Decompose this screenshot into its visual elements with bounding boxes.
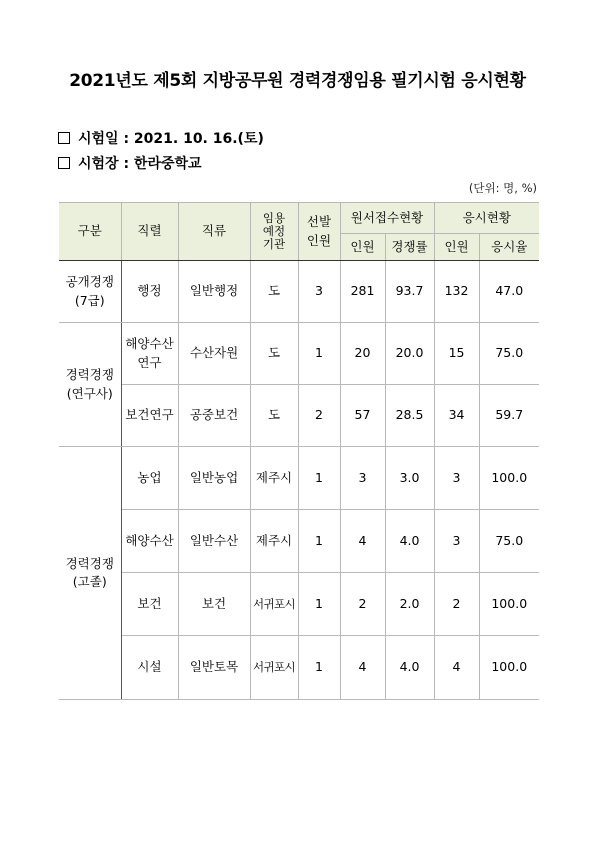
checkbox-square-icon <box>58 157 70 169</box>
cell-applicants: 3 <box>340 447 385 510</box>
cell-series: 보건연구 <box>121 385 178 447</box>
header-category: 구분 <box>59 203 121 261</box>
table-row <box>59 510 539 573</box>
cell-series-line1: 해양수산 <box>125 336 174 352</box>
cell-class: 수산자원 <box>178 323 250 385</box>
cell-agency: 제주시 <box>250 510 298 573</box>
header-quota-line2: 인원 <box>306 232 332 248</box>
table-row <box>59 385 539 447</box>
cell-rate: 75.0 <box>479 323 539 385</box>
cell-agency: 서귀포시 <box>250 573 298 636</box>
table-row <box>59 636 539 700</box>
cell-attendees: 34 <box>434 385 479 447</box>
header-series: 직렬 <box>121 203 178 261</box>
cell-applicants: 4 <box>340 510 385 573</box>
cell-quota: 1 <box>298 447 340 510</box>
cell-competition: 4.0 <box>385 510 434 573</box>
header-class: 직류 <box>178 203 250 261</box>
cell-class: 일반수산 <box>178 510 250 573</box>
unit-note: (단위: 명, %) <box>468 181 537 195</box>
cell-applicants: 281 <box>340 261 385 323</box>
header-competition: 경쟁률 <box>385 234 434 261</box>
page-title: 2021년도 제5회 지방공무원 경력경쟁임용 필기시험 응시현황 <box>69 71 526 91</box>
exam-place: 시험장 : 한라중학교 <box>78 156 202 172</box>
cell-rate: 59.7 <box>479 385 539 447</box>
cell-quota: 2 <box>298 385 340 447</box>
cell-agency: 제주시 <box>250 447 298 510</box>
cell-applicants: 4 <box>340 636 385 700</box>
table-row <box>59 323 539 385</box>
table-row <box>59 573 539 636</box>
cell-attendees: 3 <box>434 510 479 573</box>
cell-rate: 47.0 <box>479 261 539 323</box>
exam-date-line <box>58 128 264 148</box>
header-att-count: 인원 <box>434 234 479 261</box>
group-sublabel: (고졸) <box>72 574 107 589</box>
cell-series: 시설 <box>121 636 178 700</box>
cell-rate: 75.0 <box>479 510 539 573</box>
cell-competition: 4.0 <box>385 636 434 700</box>
group-cell <box>59 261 121 323</box>
cell-quota: 1 <box>298 323 340 385</box>
cell-rate: 100.0 <box>479 573 539 636</box>
checkbox-square-icon <box>58 132 70 144</box>
header-agency-line1: 임용 <box>262 210 286 225</box>
cell-class: 일반토목 <box>178 636 250 700</box>
table-row <box>59 261 539 323</box>
cell-rate: 100.0 <box>479 636 539 700</box>
cell-series: 보건 <box>121 573 178 636</box>
cell-series-line2: 연구 <box>137 354 162 370</box>
header-att-rate: 응시율 <box>479 234 539 261</box>
group-sublabel: (7급) <box>74 292 105 308</box>
cell-quota: 1 <box>298 573 340 636</box>
cell-agency: 서귀포시 <box>250 636 298 700</box>
table-row <box>59 447 539 510</box>
cell-competition: 20.0 <box>385 323 434 385</box>
header-applications: 원서접수현황 <box>340 203 434 234</box>
cell-quota: 3 <box>298 261 340 323</box>
cell-attendees: 4 <box>434 636 479 700</box>
exam-status-table <box>59 202 539 700</box>
cell-rate: 100.0 <box>479 447 539 510</box>
cell-competition: 28.5 <box>385 385 434 447</box>
cell-series: 행정 <box>121 261 178 323</box>
header-quota <box>298 203 340 261</box>
cell-class: 일반농업 <box>178 447 250 510</box>
group-cell <box>59 447 121 700</box>
cell-class: 공중보건 <box>178 385 250 447</box>
header-attendance: 응시현황 <box>434 203 539 234</box>
group-label: 경력경쟁 <box>65 367 114 383</box>
header-app-count: 인원 <box>340 234 385 261</box>
cell-competition: 93.7 <box>385 261 434 323</box>
group-cell <box>59 323 121 447</box>
header-quota-line1: 선발 <box>306 214 332 230</box>
header-agency-line3: 기관 <box>262 237 286 252</box>
cell-quota: 1 <box>298 636 340 700</box>
cell-agency: 도 <box>250 323 298 385</box>
header-agency-line2: 예정 <box>262 223 286 238</box>
cell-series: 해양수산 <box>121 510 178 573</box>
cell-competition: 3.0 <box>385 447 434 510</box>
group-label: 공개경쟁 <box>65 274 114 290</box>
cell-applicants: 2 <box>340 573 385 636</box>
cell-attendees: 2 <box>434 573 479 636</box>
cell-competition: 2.0 <box>385 573 434 636</box>
cell-attendees: 15 <box>434 323 479 385</box>
exam-place-line <box>58 153 202 173</box>
cell-agency: 도 <box>250 385 298 447</box>
cell-agency: 도 <box>250 261 298 323</box>
group-sublabel: (연구사) <box>66 385 113 401</box>
cell-attendees: 3 <box>434 447 479 510</box>
cell-series <box>121 323 178 385</box>
cell-quota: 1 <box>298 510 340 573</box>
cell-attendees: 132 <box>434 261 479 323</box>
cell-class: 보건 <box>178 573 250 636</box>
cell-applicants: 57 <box>340 385 385 447</box>
cell-applicants: 20 <box>340 323 385 385</box>
cell-class: 일반행정 <box>178 261 250 323</box>
exam-date: 시험일 : 2021. 10. 16.(토) <box>78 131 264 147</box>
group-label: 경력경쟁 <box>65 555 114 571</box>
cell-series: 농업 <box>121 447 178 510</box>
header-agency <box>250 203 298 261</box>
